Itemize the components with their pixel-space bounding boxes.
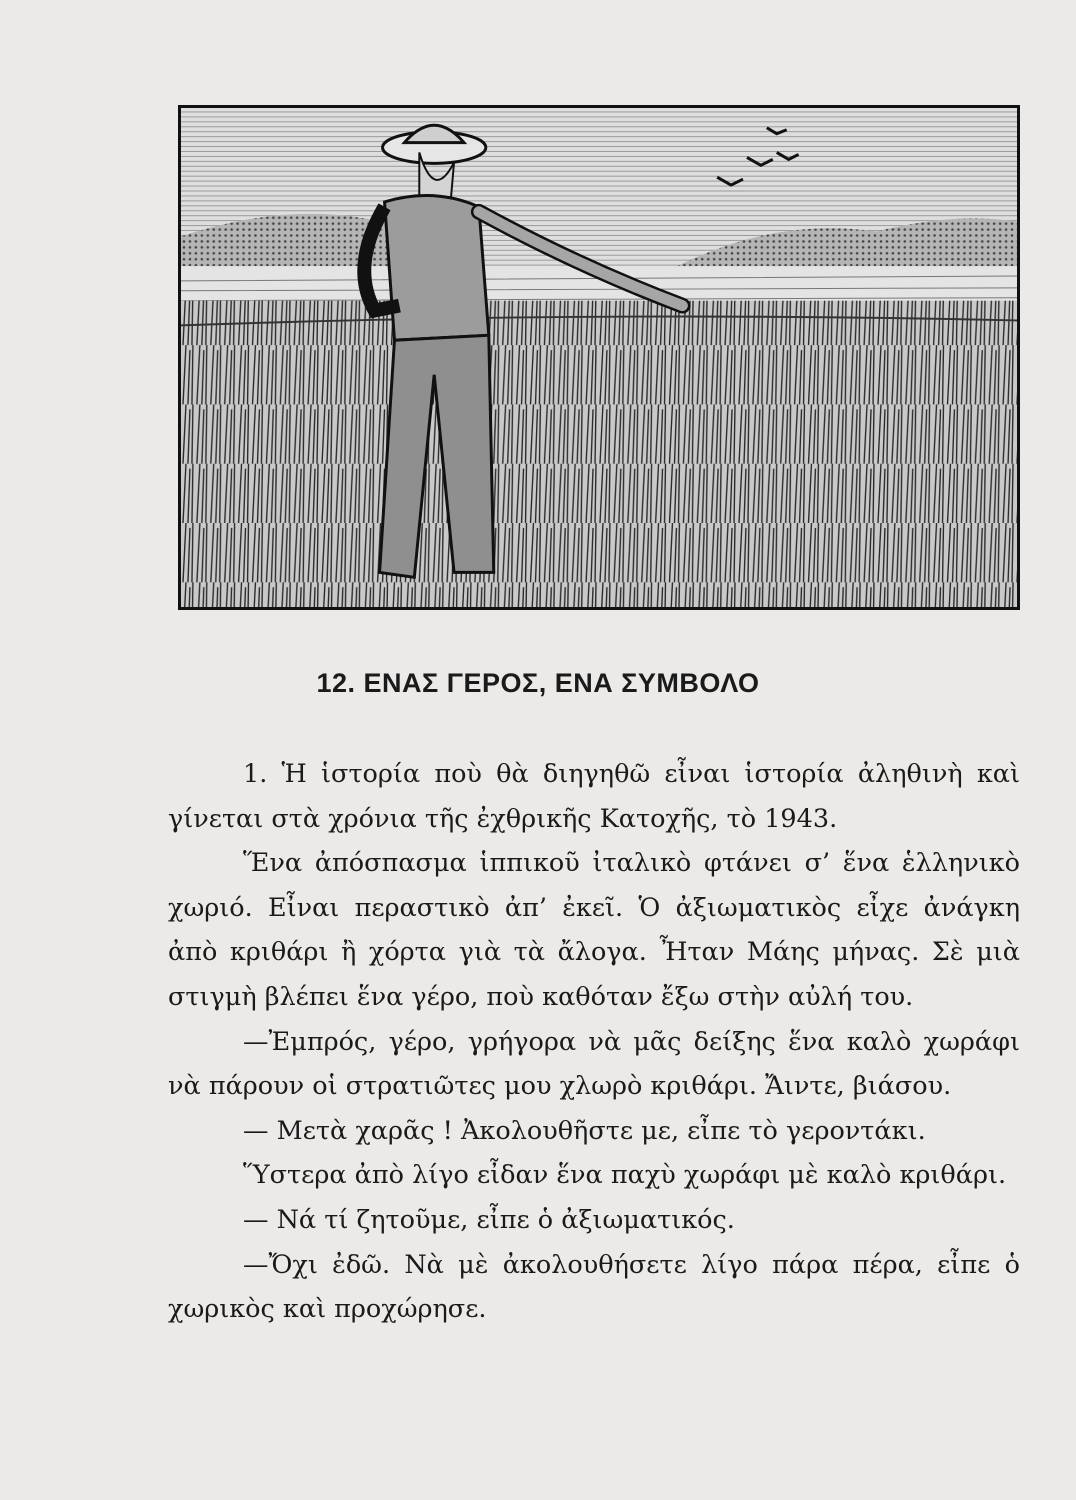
paragraph: — Νά τί ζητοῦμε, εἶπε ὁ ἀξιωματικός.: [243, 1204, 735, 1235]
page-title: 12. ΕΝΑΣ ΓΕΡΟΣ, ΕΝΑ ΣΥΜΒΟΛΟ: [316, 668, 760, 698]
paragraph: —Ἐμπρός, γέρο, γρήγορα νὰ μᾶς δείξης ἕνα καλὸ χωράφι νὰ πάρουν οἱ στρατιῶτες μου χλωρὸ κριθάρι. Ἄιντε, βιάσου.: [168, 1026, 1020, 1102]
paragraph: —Ὄχι ἐδῶ. Νὰ μὲ ἀκολουθήσετε λίγο πάρα πέρα, εἶπε ὁ χωρικὸς καὶ προχώρησε.: [168, 1249, 1020, 1325]
paragraph: Ἕνα ἀπόσπασμα ἱππικοῦ ἰταλικὸ φτάνει σ’ ἕνα ἑλληνικὸ χωριό. Εἶναι περαστικὸ ἀπ’ ἐκεῖ. Ὁ ἀξιωματικὸς εἶχε ἀνάγκη ἀπὸ κριθάρι ἢ χόρτα γιὰ τὰ ἄλογα. Ἦταν Μάης μήνας. Σὲ μιὰ στιγμὴ βλέπει ἕνα γέρο, ποὺ καθόταν ἔξω στὴν αὐλή του.: [168, 848, 1020, 1012]
paragraph: Ὕστερα ἀπὸ λίγο εἶδαν ἕνα παχὺ χωράφι μὲ καλὸ κριθάρι.: [243, 1160, 1007, 1191]
paragraph: 1. Ἡ ἱστορία ποὺ θὰ διηγηθῶ εἶναι ἱστορία ἀληθινὴ καὶ γίνεται στὰ χρόνια τῆς ἐχθρικῆς Κατοχῆς, τὸ 1943.: [168, 759, 1020, 834]
story-body: [168, 752, 1020, 1332]
paragraph: — Μετὰ χαρᾶς ! Ἀκολουθῆστε με, εἶπε τὸ γεροντάκι.: [243, 1115, 926, 1146]
farmer-in-wheat-field-image: [181, 108, 1017, 607]
woodcut-illustration: [178, 105, 1020, 610]
